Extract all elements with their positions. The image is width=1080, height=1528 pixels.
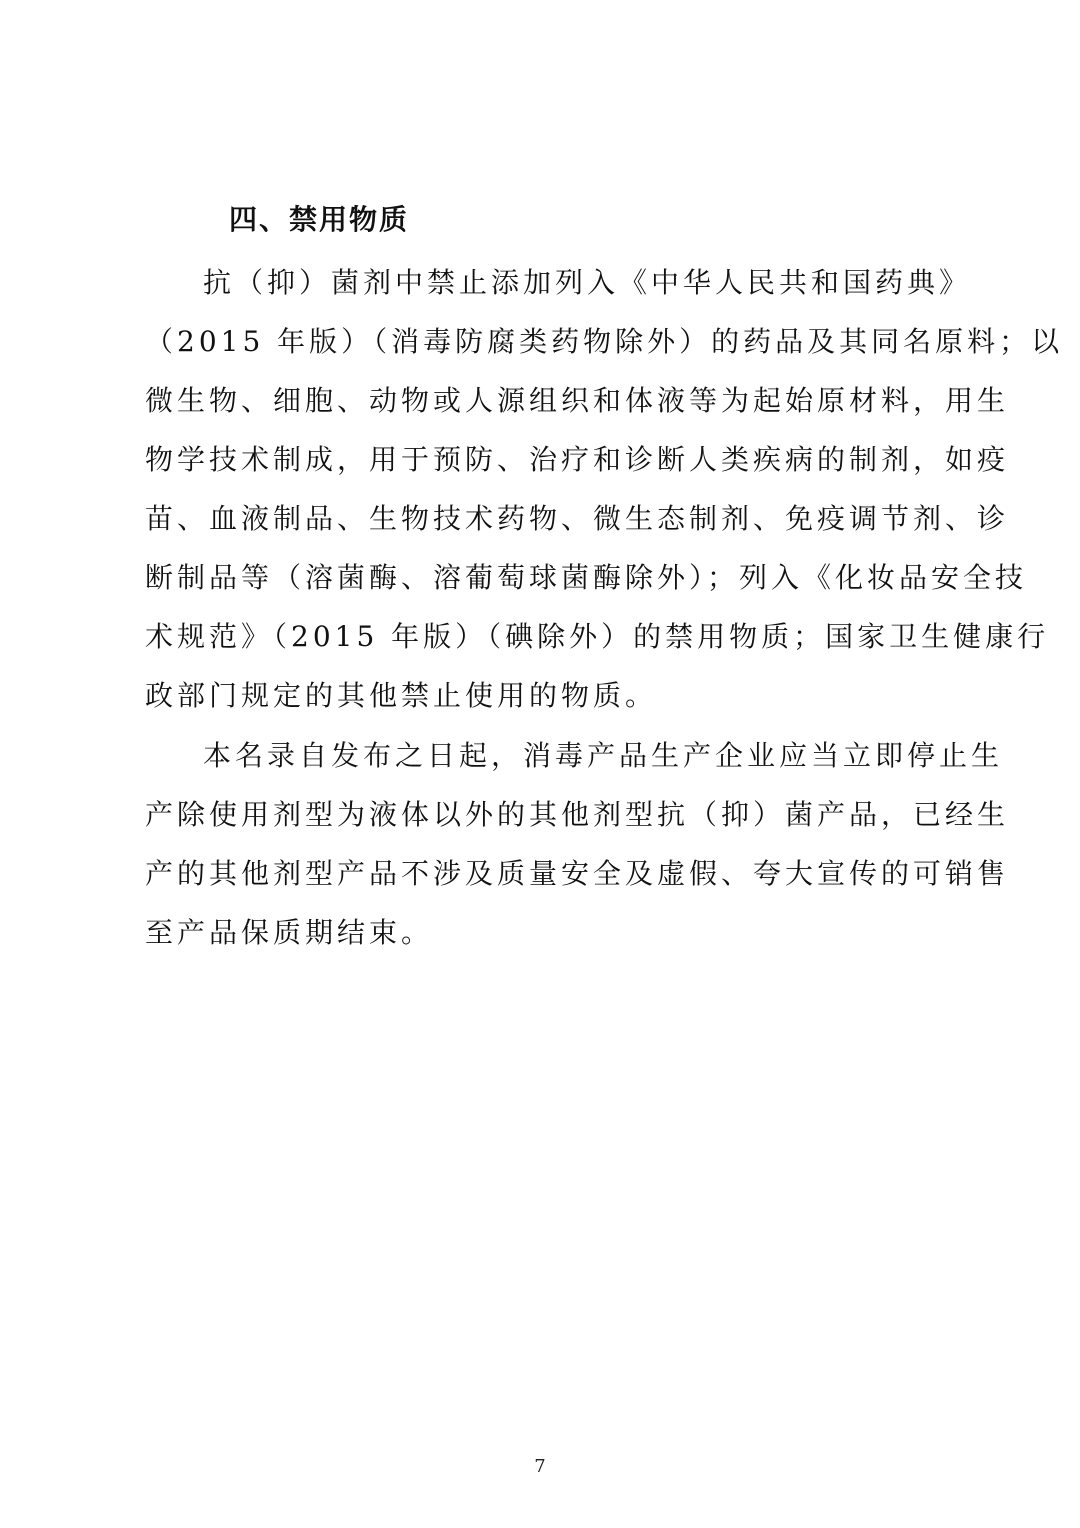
- paragraph-line: 本名录自发布之日起，消毒产品生产企业应当立即停止生: [203, 739, 1004, 772]
- paragraph-line: （2015 年版）（消毒防腐类药物除外）的药品及其同名原料；以: [145, 325, 1064, 358]
- paragraph-line: 至产品保质期结束。: [145, 916, 434, 949]
- paragraph-line: 抗（抑）菌剂中禁止添加列入《中华人民共和国药典》: [203, 266, 972, 299]
- paragraph-effective-date: [145, 726, 1010, 962]
- paragraph-line: 术规范》（2015 年版）（碘除外）的禁用物质；国家卫生健康行: [145, 620, 1050, 653]
- paragraph-line: 断制品等（溶菌酶、溶葡萄球菌酶除外）；列入《化妆品安全技: [145, 561, 1028, 594]
- paragraph-banned-substances: [145, 253, 1064, 725]
- page-number: 7: [534, 1456, 546, 1477]
- paragraph-line: 产的其他剂型产品不涉及质量安全及虚假、夸大宣传的可销售: [145, 857, 1010, 890]
- paragraph-line: 政部门规定的其他禁止使用的物质。: [145, 679, 658, 712]
- section-heading: 四、禁用物质: [229, 203, 410, 236]
- paragraph-line: 产除使用剂型为液体以外的其他剂型抗（抑）菌产品，已经生: [145, 798, 1010, 831]
- paragraph-line: 物学技术制成，用于预防、治疗和诊断人类疾病的制剂，如疫: [145, 443, 1010, 476]
- paragraph-line: 苗、血液制品、生物技术药物、微生态制剂、免疫调节剂、诊: [145, 502, 1010, 535]
- paragraph-line: 微生物、细胞、动物或人源组织和体液等为起始原材料，用生: [145, 384, 1010, 417]
